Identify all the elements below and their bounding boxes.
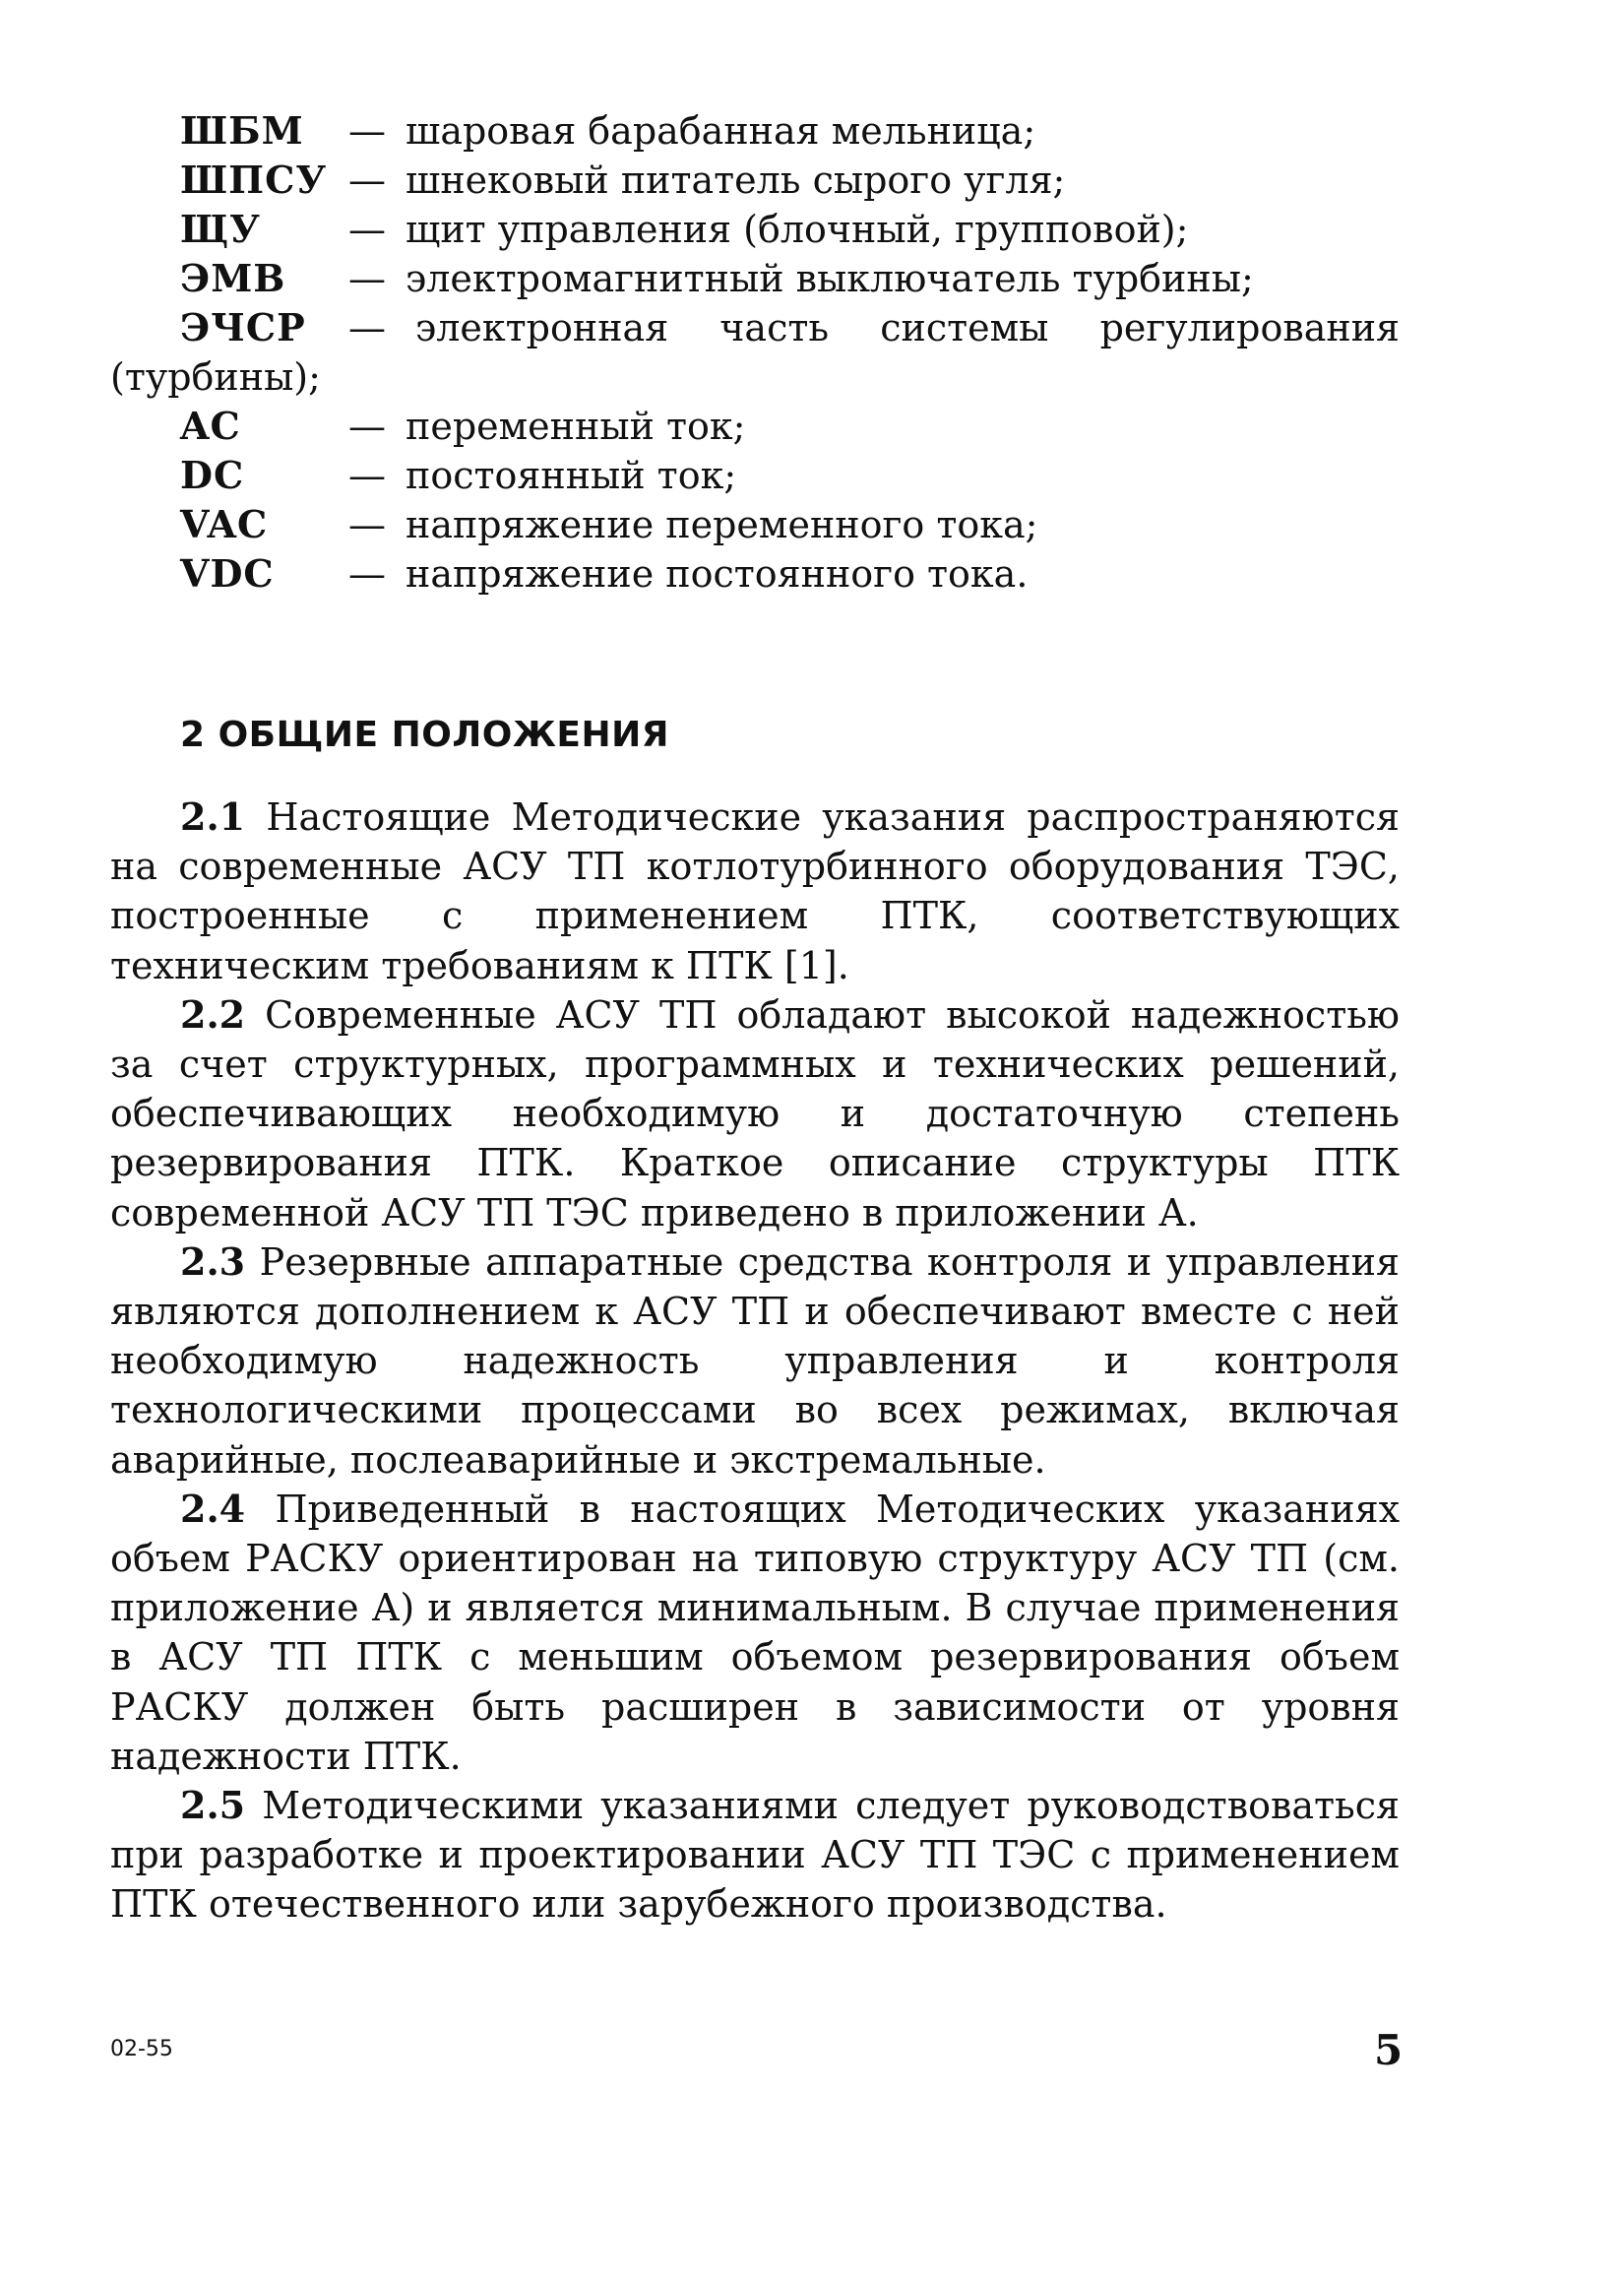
abbreviation-row bbox=[0, 106, 1624, 156]
section-body bbox=[110, 792, 1400, 1930]
abbreviation-definition: напряжение постоянного тока. bbox=[406, 552, 1029, 596]
paragraph-number: 2.5 bbox=[180, 1783, 246, 1828]
paragraph-2-4 bbox=[110, 1485, 1400, 1781]
paragraph-number: 2.4 bbox=[180, 1486, 246, 1531]
abbreviation-continuation-row bbox=[0, 352, 1624, 402]
abbreviation-continuation: (турбины); bbox=[110, 355, 321, 399]
abbreviation-definition: электромагнитный выключатель турбины; bbox=[406, 257, 1254, 300]
abbreviation-dash: — bbox=[348, 552, 386, 596]
abbreviation-dash: — bbox=[348, 405, 386, 448]
abbreviation-definition: постоянный ток; bbox=[406, 454, 737, 497]
abbreviation-dash: — bbox=[348, 158, 386, 202]
abbreviation-dash: — bbox=[348, 454, 386, 497]
section-heading: 2 ОБЩИЕ ПОЛОЖЕНИЯ bbox=[180, 715, 669, 755]
abbreviation-dash: — bbox=[348, 503, 386, 546]
footer-code: 02-55 bbox=[110, 2037, 173, 2061]
paragraph-2-5 bbox=[110, 1781, 1400, 1930]
abbreviation-term: VDC bbox=[180, 551, 275, 596]
abbreviation-row bbox=[0, 205, 1624, 254]
paragraph-2-2 bbox=[110, 990, 1400, 1237]
abbreviation-dash: — bbox=[348, 306, 386, 349]
paragraph-text: Приведенный в настоящих Методических указаниях объем РАСКУ ориентирован на типовую структуру АСУ ТП (см. приложение А) и является минимальным. В случае применения в АСУ ТП ПТК с меньшим объемом резервирования объем РАСКУ должен быть расширен в зависимости от уровня надежности ПТК. bbox=[110, 1487, 1400, 1778]
abbreviation-dash: — bbox=[348, 109, 386, 153]
abbreviation-row bbox=[0, 156, 1624, 205]
abbreviation-term: ШБМ bbox=[180, 108, 304, 153]
abbreviation-row bbox=[0, 451, 1624, 500]
paragraph-number: 2.3 bbox=[180, 1238, 246, 1284]
abbreviation-definition: электронная часть системы регулирования bbox=[415, 306, 1400, 349]
abbreviation-definition: напряжение переменного тока; bbox=[406, 503, 1038, 546]
abbreviation-term: ЩУ bbox=[180, 207, 261, 251]
abbreviation-term: VAC bbox=[180, 502, 269, 546]
abbreviation-definition: переменный ток; bbox=[406, 405, 746, 448]
abbreviation-row bbox=[0, 254, 1624, 303]
abbreviation-term: DC bbox=[180, 453, 245, 497]
paragraph-number: 2.2 bbox=[180, 991, 246, 1037]
page-number: 5 bbox=[1374, 2026, 1404, 2074]
paragraph-2-3 bbox=[110, 1237, 1400, 1485]
abbreviation-definition: шаровая барабанная мельница; bbox=[406, 109, 1036, 153]
abbreviation-term: AC bbox=[180, 404, 241, 448]
abbreviation-row bbox=[0, 549, 1624, 599]
paragraph-number: 2.1 bbox=[180, 794, 246, 839]
abbreviation-definition: щит управления (блочный, групповой); bbox=[406, 208, 1189, 251]
paragraph-2-1 bbox=[110, 792, 1400, 990]
paragraph-text: Современные АСУ ТП обладают высокой надежностью за счет структурных, программных и технических решений, обеспечивающих необходимую и достаточную степень резервирования ПТК. Краткое описание структуры ПТК современной АСУ ТП ТЭС приведено в приложении А. bbox=[110, 992, 1400, 1235]
paragraph-text: Методическими указаниями следует руководствоваться при разработке и проектировании АСУ ТП ТЭС с применением ПТК отечественного или зарубежного производства. bbox=[110, 1784, 1400, 1927]
paragraph-text: Резервные аппаратные средства контроля и управления являются дополнением к АСУ ТП и обеспечивают вместе с ней необходимую надежность управления и контроля технологическими процессами во всех режимах, включая аварийные, послеаварийные и экстремальные. bbox=[110, 1239, 1400, 1482]
abbreviation-dash: — bbox=[348, 257, 386, 300]
abbreviation-definition: шнековый питатель сырого угля; bbox=[406, 158, 1066, 202]
abbreviation-term: ЭЧСР bbox=[180, 305, 306, 349]
abbreviation-term: ЭМВ bbox=[180, 256, 286, 300]
abbreviation-row bbox=[0, 402, 1624, 451]
abbreviation-row bbox=[0, 303, 1624, 352]
abbreviation-term: ШПСУ bbox=[180, 158, 328, 202]
abbreviation-list bbox=[0, 106, 1624, 599]
abbreviation-dash: — bbox=[348, 208, 386, 251]
abbreviation-row bbox=[0, 500, 1624, 549]
paragraph-text: Настоящие Методические указания распространяются на современные АСУ ТП котлотурбинного оборудования ТЭС, построенные с применением ПТК, соответствующих техническим требованиям к ПТК [1]. bbox=[110, 795, 1400, 987]
